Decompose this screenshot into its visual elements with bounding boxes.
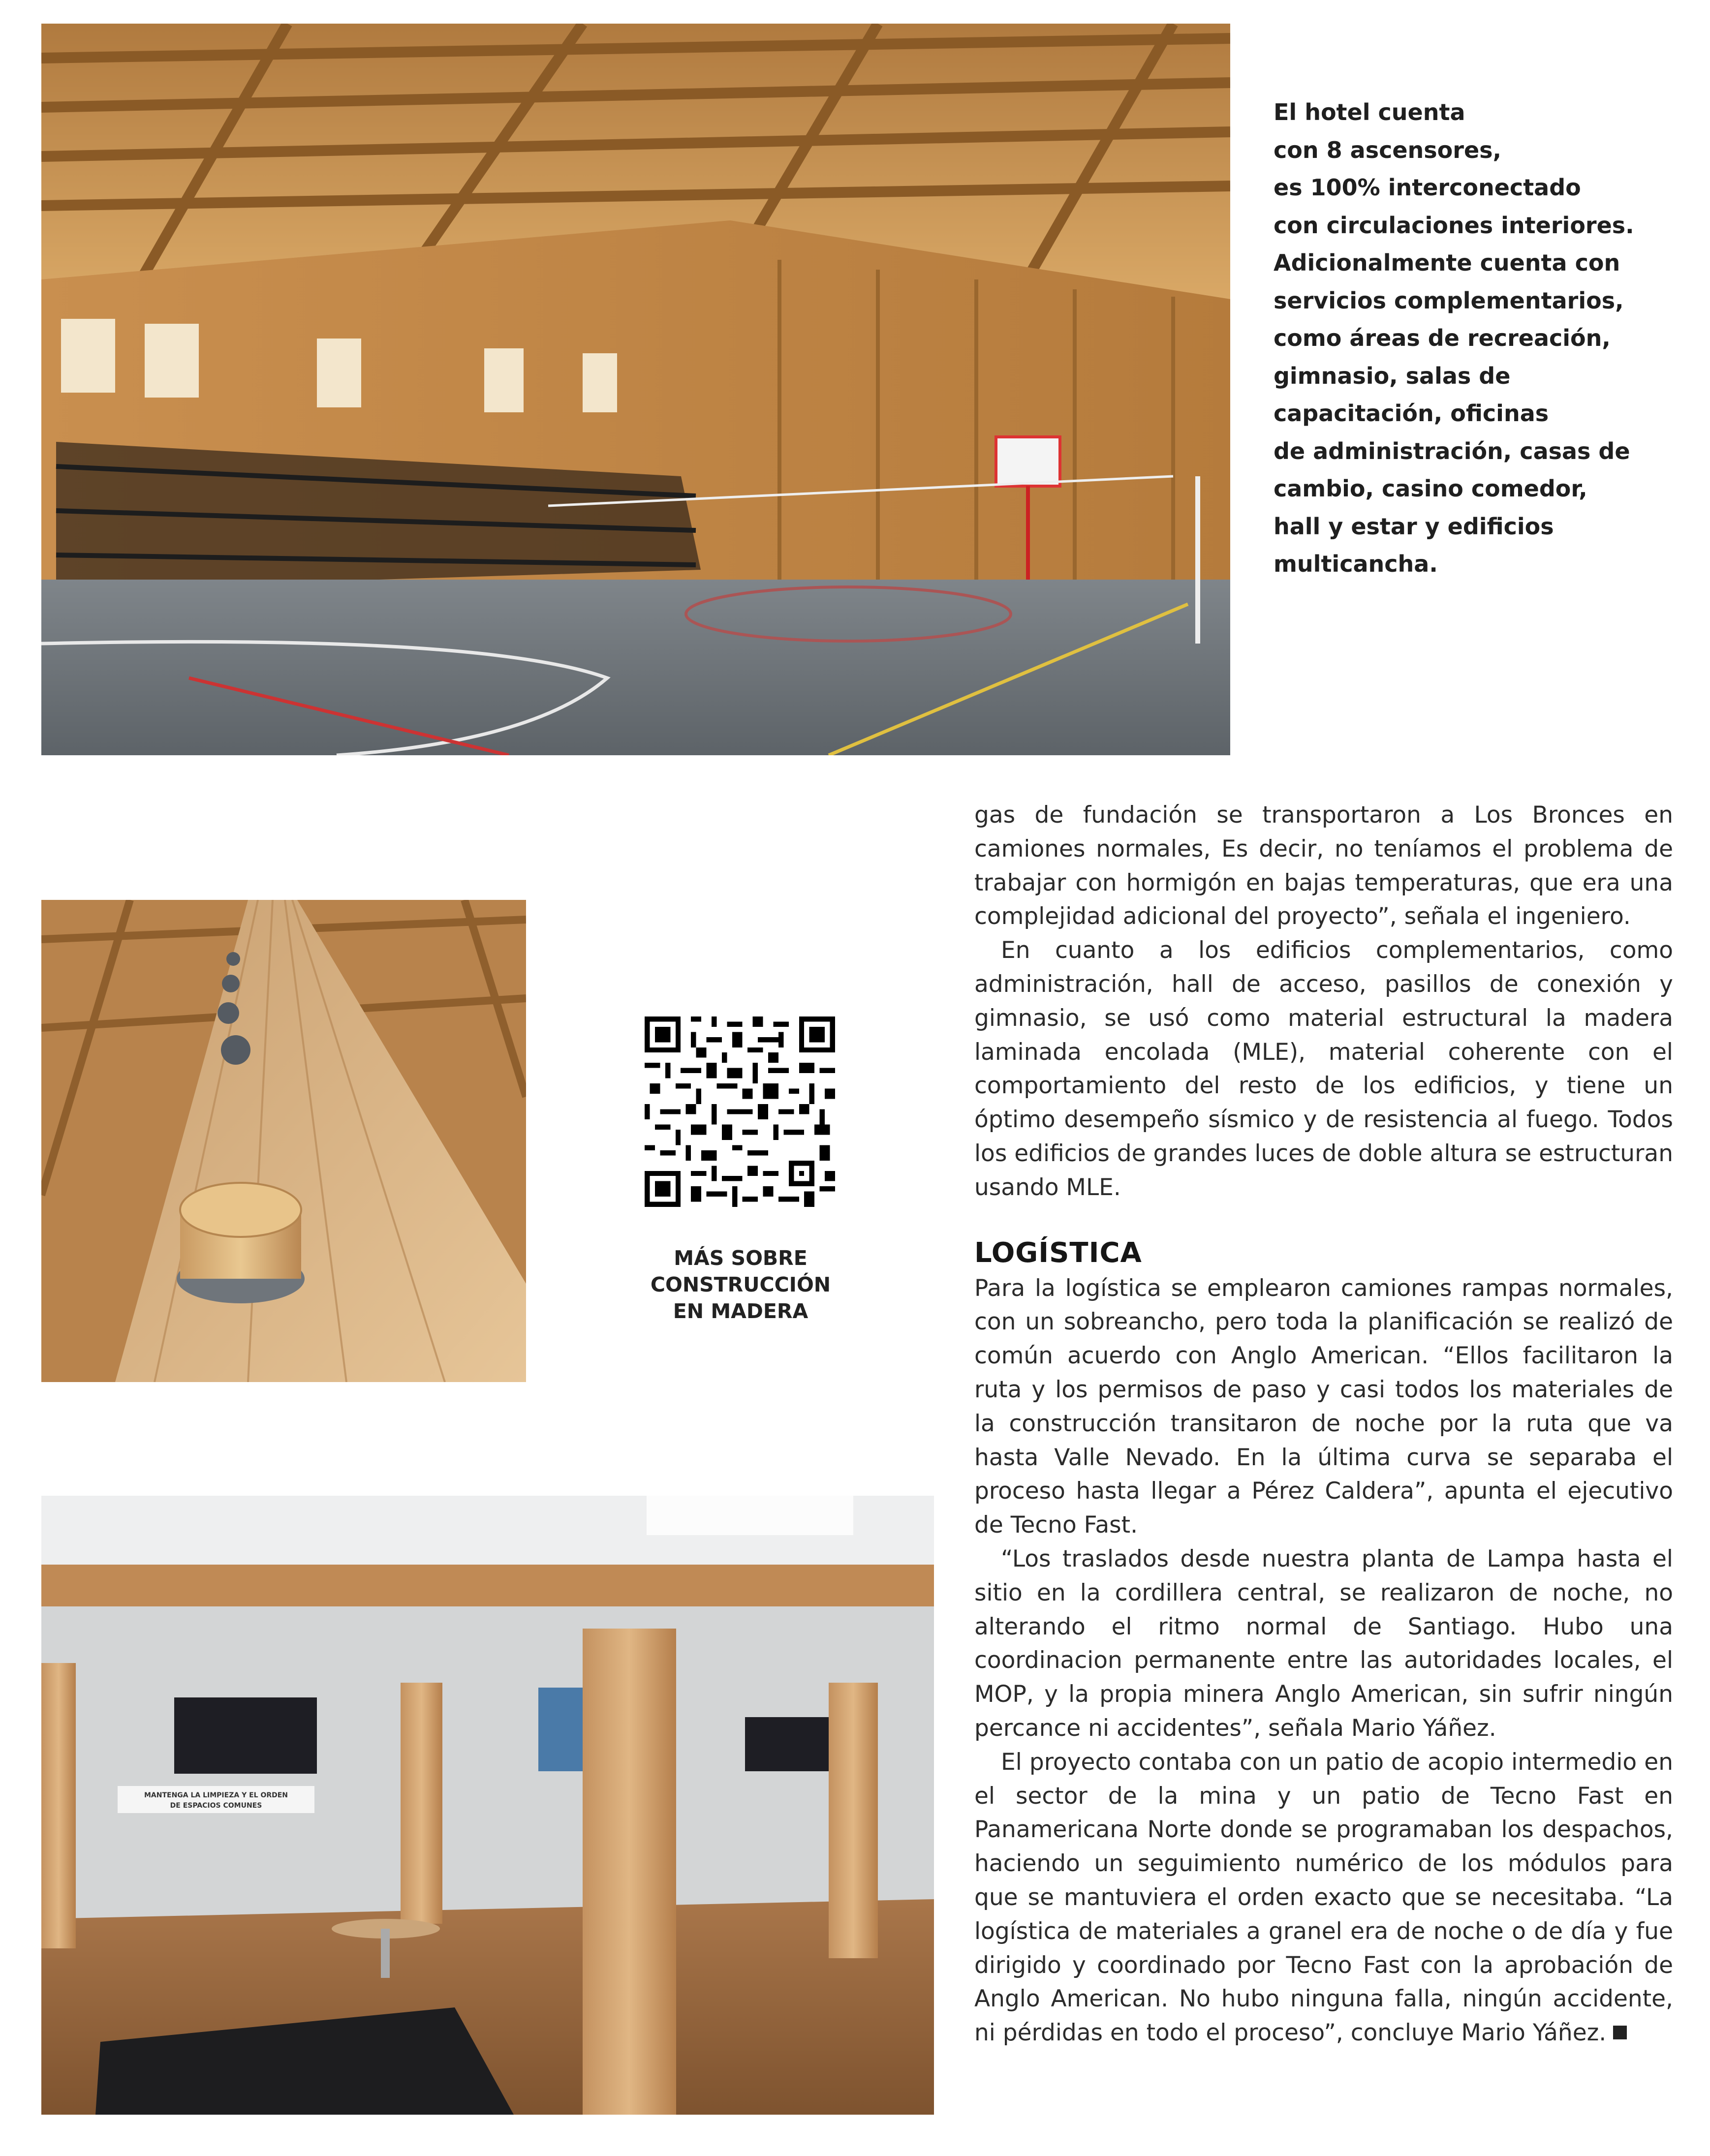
lobby-sign-line: MANTENGA LA LIMPIEZA Y EL ORDEN <box>144 1791 288 1799</box>
article-body <box>974 799 1673 2050</box>
caption-line: El hotel cuenta <box>1274 99 1465 125</box>
qr-code-graphic <box>645 1016 835 1207</box>
caption-line: con 8 ascensores, <box>1274 136 1502 163</box>
qr-label <box>620 1245 861 1324</box>
caption-line: Adicionalmente cuenta con <box>1274 249 1620 276</box>
article-paragraph-text: El proyecto contaba con un patio de acopio intermedio en el sector de la mina y un patio de Tecno Fast en Panamericana Norte donde se programaban los despachos, haciendo un seguimiento numérico de los módulos para que se mantuviera el orden exacto que se necesitaba. “La logística de materiales a granel era de noche o de día y fue dirigido y coordinado por Tecno Fast con la aprobación de Anglo American. No hubo ninguna falla, ningún accidente, ni pérdidas en todo el proceso”, concluye Mario Yáñez. <box>974 1748 1673 2047</box>
end-of-article-icon <box>1613 2026 1627 2039</box>
caption-line: como áreas de recreación, <box>1274 325 1611 351</box>
caption-line: servicios complementarios, <box>1274 287 1624 314</box>
caption-line: es 100% interconectado <box>1274 174 1581 201</box>
wood-beam-photo <box>41 900 526 1382</box>
caption-line: con circulaciones interiores. <box>1274 212 1634 239</box>
photo-caption <box>1274 93 1667 583</box>
article-paragraph: Para la logística se emplearon camiones rampas normales, con un sobreancho, pero toda la planificación se realizó de común acuerdo con Anglo American. “Ellos facilitaron la ruta y los permisos de paso y casi todos los materiales de la construcción transitaron de noche por la ruta que va hasta Valle Nevado. En la última curva se separaba el proceso hasta llegar a Pérez Caldera”, apunta el ejecutivo de Tecno Fast. <box>974 1274 1673 1539</box>
caption-line: de administración, casas de <box>1274 437 1630 464</box>
gymnasium-photo <box>41 24 1230 755</box>
qr-code[interactable] <box>645 1016 835 1207</box>
qr-label-line: EN MADERA <box>673 1299 808 1323</box>
article-paragraph: “Los traslados desde nuestra planta de Lampa hasta el sitio en la cordillera central, se realizaron de noche, no alterando el ritmo normal de Santiago. Hubo una coordinacion permanente entre las autoridades locales, el MOP, y la propia minera Anglo American, sin sufrir ningún percance ni accidentes”, señala Mario Yáñez. <box>974 1545 1673 1742</box>
article-paragraph-last <box>974 1746 1673 2050</box>
caption-line: hall y estar y edificios <box>1274 513 1554 540</box>
caption-line: capacitación, oficinas <box>1274 400 1549 427</box>
caption-line: cambio, casino comedor, <box>1274 475 1587 502</box>
lobby-photo <box>41 1496 934 2115</box>
section-heading: LOGÍSTICA <box>974 1236 1142 1269</box>
qr-label-line: MÁS SOBRE <box>674 1246 808 1270</box>
article-paragraph: gas de fundación se transportaron a Los Bronces en camiones normales, Es decir, no teníamos el problema de trabajar con hormigón en bajas temperaturas, que era una complejidad adicional del proyecto”, señala el ingeniero. <box>974 801 1673 930</box>
article-paragraph: En cuanto a los edificios complementarios, como administración, hall de acceso, pasillos de conexión y gimnasio, se usó como material estructural la madera laminada encolada (MLE), material coherente con el comportamiento del resto de los edificios, y tiene un óptimo desempeño sísmico y de resistencia al fuego. Todos los edificios de grandes luces de doble altura se estructuran usando MLE. <box>974 937 1673 1201</box>
caption-line: gimnasio, salas de <box>1274 362 1511 389</box>
lobby-sign-line: DE ESPACIOS COMUNES <box>170 1802 262 1810</box>
qr-label-line: CONSTRUCCIÓN <box>650 1273 831 1296</box>
caption-line: multicancha. <box>1274 551 1438 577</box>
